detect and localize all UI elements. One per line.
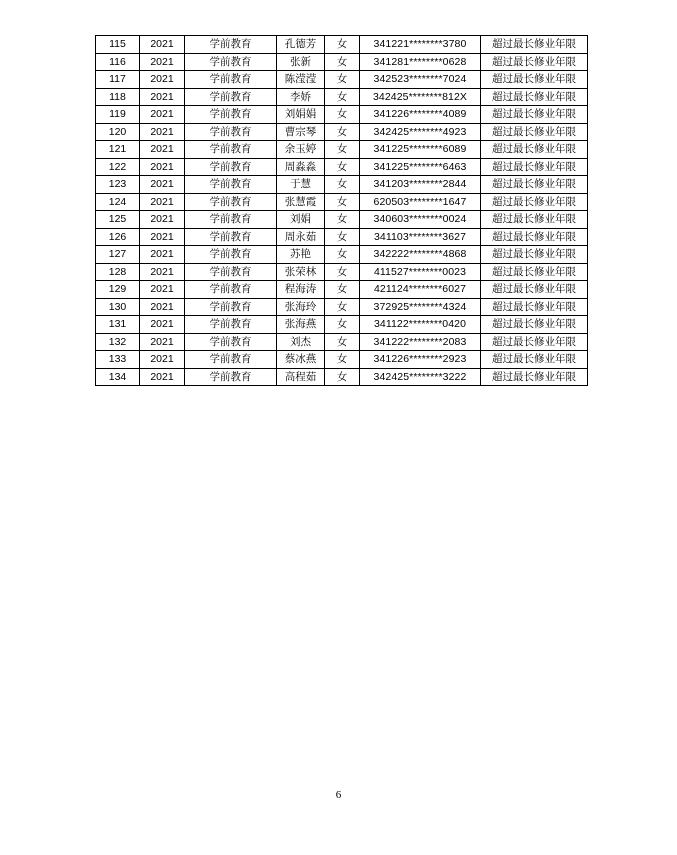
major-cell: 学前教育 — [185, 298, 277, 316]
row-index-cell: 132 — [96, 333, 140, 351]
row-index-cell: 134 — [96, 368, 140, 386]
table-row — [96, 158, 588, 176]
gender-cell: 女 — [325, 228, 360, 246]
reason-cell: 超过最长修业年限 — [481, 123, 588, 141]
major-cell: 学前教育 — [185, 36, 277, 54]
id-number-cell: 342425********3222 — [360, 368, 481, 386]
gender-cell: 女 — [325, 263, 360, 281]
row-index-cell: 121 — [96, 141, 140, 159]
gender-cell: 女 — [325, 141, 360, 159]
id-number-cell: 620503********1647 — [360, 193, 481, 211]
reason-cell: 超过最长修业年限 — [481, 36, 588, 54]
name-cell: 曹宗琴 — [277, 123, 325, 141]
id-number-cell: 341103********3627 — [360, 228, 481, 246]
year-cell: 2021 — [140, 368, 185, 386]
name-cell: 张海玲 — [277, 298, 325, 316]
major-cell: 学前教育 — [185, 316, 277, 334]
student-table-body — [96, 36, 588, 386]
row-index-cell: 129 — [96, 281, 140, 299]
gender-cell: 女 — [325, 106, 360, 124]
gender-cell: 女 — [325, 176, 360, 194]
reason-cell: 超过最长修业年限 — [481, 88, 588, 106]
id-number-cell: 421124********6027 — [360, 281, 481, 299]
reason-cell: 超过最长修业年限 — [481, 333, 588, 351]
name-cell: 孔德芳 — [277, 36, 325, 54]
table-row — [96, 211, 588, 229]
reason-cell: 超过最长修业年限 — [481, 141, 588, 159]
year-cell: 2021 — [140, 351, 185, 369]
id-number-cell: 341225********6463 — [360, 158, 481, 176]
table-row — [96, 88, 588, 106]
reason-cell: 超过最长修业年限 — [481, 106, 588, 124]
reason-cell: 超过最长修业年限 — [481, 281, 588, 299]
gender-cell: 女 — [325, 246, 360, 264]
id-number-cell: 341226********2923 — [360, 351, 481, 369]
id-number-cell: 372925********4324 — [360, 298, 481, 316]
id-number-cell: 341122********0420 — [360, 316, 481, 334]
row-index-cell: 126 — [96, 228, 140, 246]
name-cell: 张海燕 — [277, 316, 325, 334]
name-cell: 余玉婷 — [277, 141, 325, 159]
name-cell: 张慧霞 — [277, 193, 325, 211]
id-number-cell: 342222********4868 — [360, 246, 481, 264]
major-cell: 学前教育 — [185, 158, 277, 176]
name-cell: 刘娟 — [277, 211, 325, 229]
reason-cell: 超过最长修业年限 — [481, 176, 588, 194]
major-cell: 学前教育 — [185, 351, 277, 369]
year-cell: 2021 — [140, 141, 185, 159]
table-row — [96, 106, 588, 124]
gender-cell: 女 — [325, 298, 360, 316]
year-cell: 2021 — [140, 53, 185, 71]
name-cell: 张荣林 — [277, 263, 325, 281]
name-cell: 张新 — [277, 53, 325, 71]
year-cell: 2021 — [140, 228, 185, 246]
table-row — [96, 193, 588, 211]
id-number-cell: 341222********2083 — [360, 333, 481, 351]
major-cell: 学前教育 — [185, 106, 277, 124]
reason-cell: 超过最长修业年限 — [481, 246, 588, 264]
major-cell: 学前教育 — [185, 53, 277, 71]
year-cell: 2021 — [140, 88, 185, 106]
name-cell: 程海涛 — [277, 281, 325, 299]
major-cell: 学前教育 — [185, 368, 277, 386]
row-index-cell: 125 — [96, 211, 140, 229]
gender-cell: 女 — [325, 53, 360, 71]
gender-cell: 女 — [325, 211, 360, 229]
id-number-cell: 341225********6089 — [360, 141, 481, 159]
reason-cell: 超过最长修业年限 — [481, 71, 588, 89]
table-row — [96, 316, 588, 334]
reason-cell: 超过最长修业年限 — [481, 193, 588, 211]
year-cell: 2021 — [140, 281, 185, 299]
id-number-cell: 341226********4089 — [360, 106, 481, 124]
table-row — [96, 176, 588, 194]
page-number: 6 — [335, 789, 342, 801]
table-row — [96, 53, 588, 71]
row-index-cell: 123 — [96, 176, 140, 194]
gender-cell: 女 — [325, 123, 360, 141]
major-cell: 学前教育 — [185, 333, 277, 351]
major-cell: 学前教育 — [185, 88, 277, 106]
row-index-cell: 120 — [96, 123, 140, 141]
year-cell: 2021 — [140, 263, 185, 281]
table-row — [96, 71, 588, 89]
table-row — [96, 368, 588, 386]
major-cell: 学前教育 — [185, 281, 277, 299]
id-number-cell: 342523********7024 — [360, 71, 481, 89]
row-index-cell: 133 — [96, 351, 140, 369]
gender-cell: 女 — [325, 158, 360, 176]
gender-cell: 女 — [325, 36, 360, 54]
major-cell: 学前教育 — [185, 246, 277, 264]
reason-cell: 超过最长修业年限 — [481, 298, 588, 316]
table-row — [96, 281, 588, 299]
name-cell: 于慧 — [277, 176, 325, 194]
table-row — [96, 36, 588, 54]
row-index-cell: 115 — [96, 36, 140, 54]
year-cell: 2021 — [140, 246, 185, 264]
id-number-cell: 341203********2844 — [360, 176, 481, 194]
year-cell: 2021 — [140, 158, 185, 176]
gender-cell: 女 — [325, 351, 360, 369]
id-number-cell: 340603********0024 — [360, 211, 481, 229]
gender-cell: 女 — [325, 88, 360, 106]
year-cell: 2021 — [140, 106, 185, 124]
year-cell: 2021 — [140, 316, 185, 334]
gender-cell: 女 — [325, 316, 360, 334]
row-index-cell: 119 — [96, 106, 140, 124]
id-number-cell: 342425********4923 — [360, 123, 481, 141]
id-number-cell: 342425********812X — [360, 88, 481, 106]
table-row — [96, 141, 588, 159]
major-cell: 学前教育 — [185, 228, 277, 246]
year-cell: 2021 — [140, 176, 185, 194]
table-row — [96, 246, 588, 264]
year-cell: 2021 — [140, 193, 185, 211]
reason-cell: 超过最长修业年限 — [481, 53, 588, 71]
student-table — [95, 35, 588, 386]
name-cell: 刘娟娟 — [277, 106, 325, 124]
table-row — [96, 333, 588, 351]
year-cell: 2021 — [140, 333, 185, 351]
major-cell: 学前教育 — [185, 123, 277, 141]
major-cell: 学前教育 — [185, 263, 277, 281]
year-cell: 2021 — [140, 123, 185, 141]
row-index-cell: 124 — [96, 193, 140, 211]
reason-cell: 超过最长修业年限 — [481, 228, 588, 246]
reason-cell: 超过最长修业年限 — [481, 351, 588, 369]
table-row — [96, 123, 588, 141]
gender-cell: 女 — [325, 368, 360, 386]
id-number-cell: 341281********0628 — [360, 53, 481, 71]
name-cell: 刘杰 — [277, 333, 325, 351]
id-number-cell: 341221********3780 — [360, 36, 481, 54]
reason-cell: 超过最长修业年限 — [481, 316, 588, 334]
table-row — [96, 351, 588, 369]
name-cell: 陈滢滢 — [277, 71, 325, 89]
row-index-cell: 116 — [96, 53, 140, 71]
major-cell: 学前教育 — [185, 141, 277, 159]
major-cell: 学前教育 — [185, 211, 277, 229]
name-cell: 李娇 — [277, 88, 325, 106]
year-cell: 2021 — [140, 211, 185, 229]
table-row — [96, 298, 588, 316]
id-number-cell: 411527********0023 — [360, 263, 481, 281]
year-cell: 2021 — [140, 71, 185, 89]
row-index-cell: 122 — [96, 158, 140, 176]
name-cell: 苏艳 — [277, 246, 325, 264]
major-cell: 学前教育 — [185, 176, 277, 194]
row-index-cell: 131 — [96, 316, 140, 334]
row-index-cell: 128 — [96, 263, 140, 281]
reason-cell: 超过最长修业年限 — [481, 263, 588, 281]
reason-cell: 超过最长修业年限 — [481, 158, 588, 176]
row-index-cell: 117 — [96, 71, 140, 89]
table-row — [96, 228, 588, 246]
name-cell: 周永茹 — [277, 228, 325, 246]
major-cell: 学前教育 — [185, 193, 277, 211]
table-row — [96, 263, 588, 281]
major-cell: 学前教育 — [185, 71, 277, 89]
year-cell: 2021 — [140, 298, 185, 316]
year-cell: 2021 — [140, 36, 185, 54]
gender-cell: 女 — [325, 333, 360, 351]
name-cell: 高程茹 — [277, 368, 325, 386]
row-index-cell: 130 — [96, 298, 140, 316]
gender-cell: 女 — [325, 193, 360, 211]
reason-cell: 超过最长修业年限 — [481, 211, 588, 229]
gender-cell: 女 — [325, 71, 360, 89]
name-cell: 周淼淼 — [277, 158, 325, 176]
reason-cell: 超过最长修业年限 — [481, 368, 588, 386]
row-index-cell: 127 — [96, 246, 140, 264]
name-cell: 蔡冰燕 — [277, 351, 325, 369]
gender-cell: 女 — [325, 281, 360, 299]
row-index-cell: 118 — [96, 88, 140, 106]
